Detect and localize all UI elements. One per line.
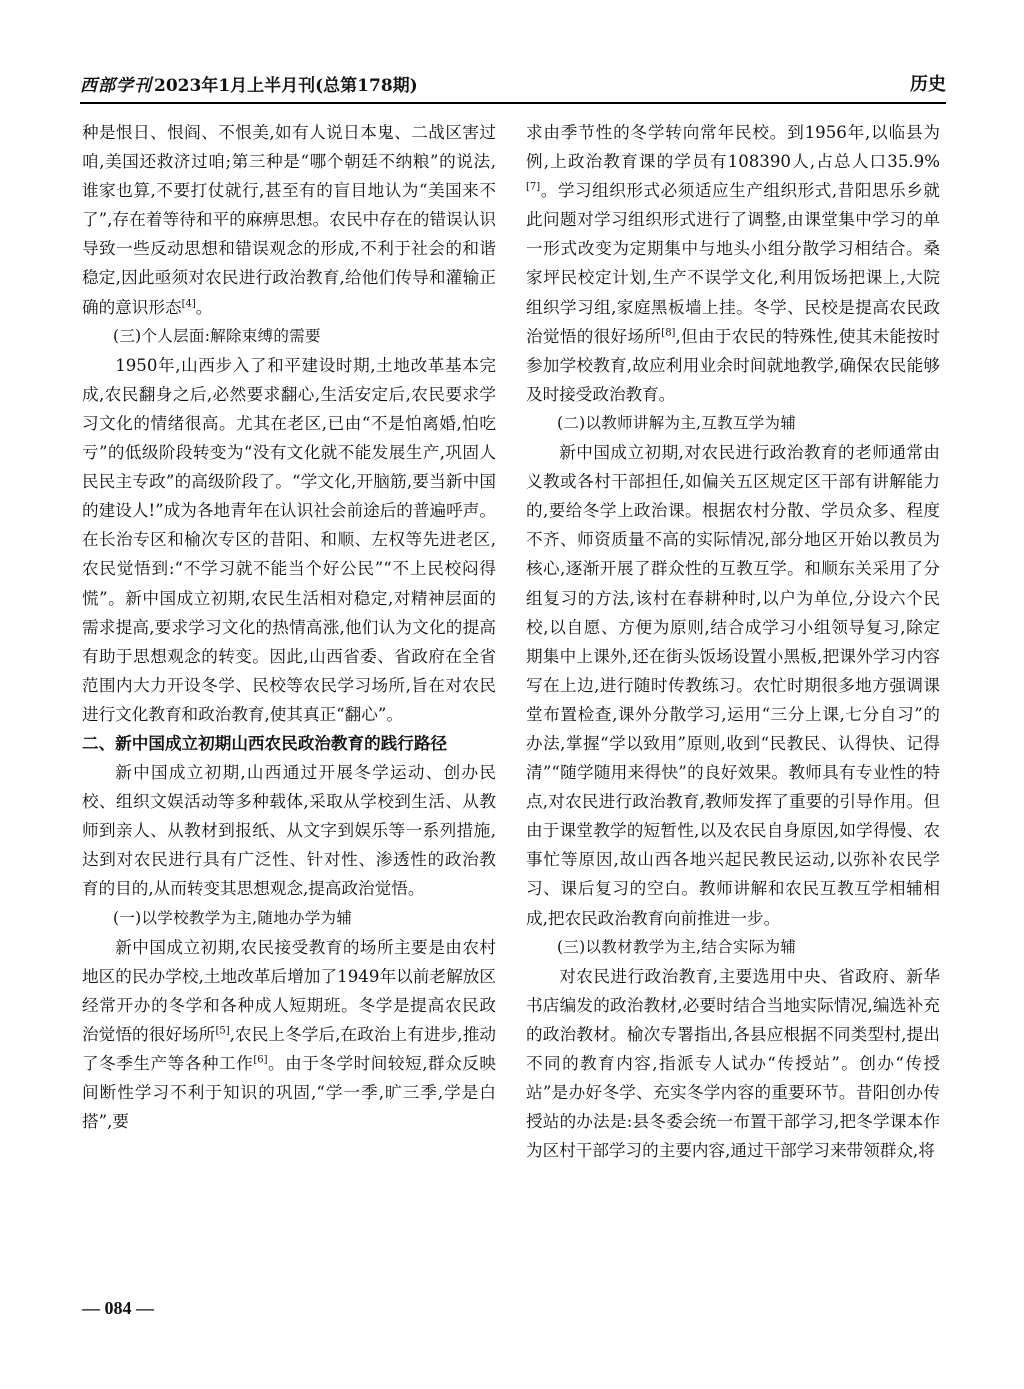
journal-logo: 西部学刊 [80, 76, 152, 96]
issue-info: 2023年1月上半月刊(总第178期) [154, 76, 418, 96]
paragraph: 新中国成立初期,对农民进行政治教育的老师通常由义教或各村干部担任,如偏关五区规定区干部有讲解能力的,要给冬学上政治课。根据农村分散、学员众多、程度不齐、师资质量不高的实际情况,部分地区开始以教员为核心,逐渐开展了群众性的互教互学。和顺东关采用了分组复习的方法,该村在春耕种时,以户为单位,分设六个民校,以自愿、方便为原则,结合成学习小组领导复习,除定期集中上课外,还在街头饭场设置小黑板,把课外学习内容写在上边,进行随时传教练习。农忙时期很多地方强调课堂布置检查,课外分散学习,运用“三分上课,七分自习”的办法,掌握“学以致用”原则,收到“民教民、认得快、记得清”“随学随用来得快”的良好效果。教师具有专业性的特点,对农民进行政治教育,教师发挥了重要的引导作用。但由于课堂教学的短暂性,以及农民自身原因,如学得慢、农事忙等原因,故山西各地兴起民教民运动,以弥补农民学习、课后复习的空白。教师讲解和农民互教互学相辅相成,把农民政治教育向前推进一步。 [526, 443, 940, 928]
subsection-heading: (二)以教师讲解为主,互教互学为辅 [557, 413, 797, 432]
subsection-heading: (三)以教材教学为主,结合实际为辅 [557, 937, 797, 956]
section-heading: 二、新中国成立初期山西农民政治教育的践行路径 [82, 733, 448, 753]
citation: [6] [253, 1054, 268, 1066]
citation: [5] [215, 1025, 230, 1037]
citation: [4] [181, 298, 196, 310]
header-journal-info [80, 71, 418, 96]
paragraph: 种是恨日、恨阎、不恨美,如有人说日本鬼、二战区害过咱,美国还救济过咱;第三种是“哪个朝廷不纳粮”的说法,谁家也算,不要打仗就行,甚至有的盲目地认为“美国来不了”,存在着等待和平的麻痹思想。农民中存在的错误认识导致一些反动思想和错误观念的形成,不利于社会的和谐稳定,因此亟须对农民进行政治教育,给他们传导和灌输正确的意识形态[4]。 [82, 123, 496, 317]
citation: [8] [661, 327, 676, 339]
page-header [80, 70, 946, 104]
subsection-heading: (一)以学校教学为主,随地办学为辅 [113, 908, 353, 927]
right-column [526, 118, 940, 1165]
paragraph: 1950年,山西步入了和平建设时期,土地改革基本完成,农民翻身之后,必然要求翻心,生活安定后,农民要求学习文化的情绪很高。尤其在老区,已由“不是怕离婚,怕吃亏”的低级阶段转变为“没有文化就不能发展生产,巩固人民民主专政”的高级阶段了。“学文化,开脑筋,要当新中国的建设人!”成为各地青年在认识社会前途后的普遍呼声。在长治专区和榆次专区的昔阳、和顺、左权等先进老区,农民觉悟到:“不学习就不能当个好公民”“不上民校闷得慌”。新中国成立初期,农民生活相对稳定,对精神层面的需求提高,要求学习文化的热情高涨,他们认为文化的提高有助于思想观念的转变。因此,山西省委、省政府在全省范围内大力开设冬学、民校等农民学习场所,旨在对农民进行文化教育和政治教育,使其真正“翻心”。 [82, 355, 496, 724]
paragraph: 对农民进行政治教育,主要选用中央、省政府、新华书店编发的政治教材,必要时结合当地实际情况,编选补充的政治教材。榆次专署指出,各县应根据不同类型村,提出不同的教育内容,指派专人试办“传授站”。创办“传授站”是办好冬学、充实冬学内容的重要环节。昔阳创办传授站的办法是:县冬委会统一布置干部学习,把冬学课本作为区村干部学习的主要内容,通过干部学习来带领群众,将 [526, 966, 940, 1161]
page-number: — 084 — [82, 1298, 154, 1318]
citation: [7] [526, 181, 541, 193]
paragraph: 求由季节性的冬学转向常年民校。到1956年,以临县为例,上政治教育课的学员有108390人,占总人口35.9%[7]。学习组织形式必须适应生产组织形式,昔阳思乐乡就此问题对学习组织形式进行了调整,由课堂集中学习的单一形式改变为定期集中与地头小组分散学习相结合。桑家坪民校定计划,生产不误学文化,利用饭场把课上,大院组织学习组,家庭黑板墙上挂。冬学、民校是提高农民政治觉悟的很好场所[8],但由于农民的特殊性,使其未能按时参加学校教育,故应利用业余时间就地教学,确保农民能够及时接受政治教育。 [526, 123, 940, 404]
subsection-heading: (三)个人层面:解除束缚的需要 [113, 326, 321, 345]
left-column [82, 118, 496, 1136]
paragraph: 新中国成立初期,农民接受教育的场所主要是由农村地区的民办学校,土地改革后增加了1949年以前老解放区经常开办的冬学和各种成人短期班。冬学是提高农民政治觉悟的很好场所[5],农民上冬学后,在政治上有进步,推动了冬季生产等各种工作[6]。由于冬学时间较短,群众反映间断性学习不利于知识的巩固,“学一季,旷三季,学是白搭”,要 [82, 937, 496, 1132]
section-name: 历史 [910, 74, 946, 95]
paragraph: 新中国成立初期,山西通过开展冬学运动、创办民校、组织文娱活动等多种载体,采取从学校到生活、从教师到亲人、从教材到报纸、从文字到娱乐等一系列措施,达到对农民进行具有广泛性、针对性、渗透性的政治教育的目的,从而转变其思想观念,提高政治觉悟。 [82, 763, 496, 899]
